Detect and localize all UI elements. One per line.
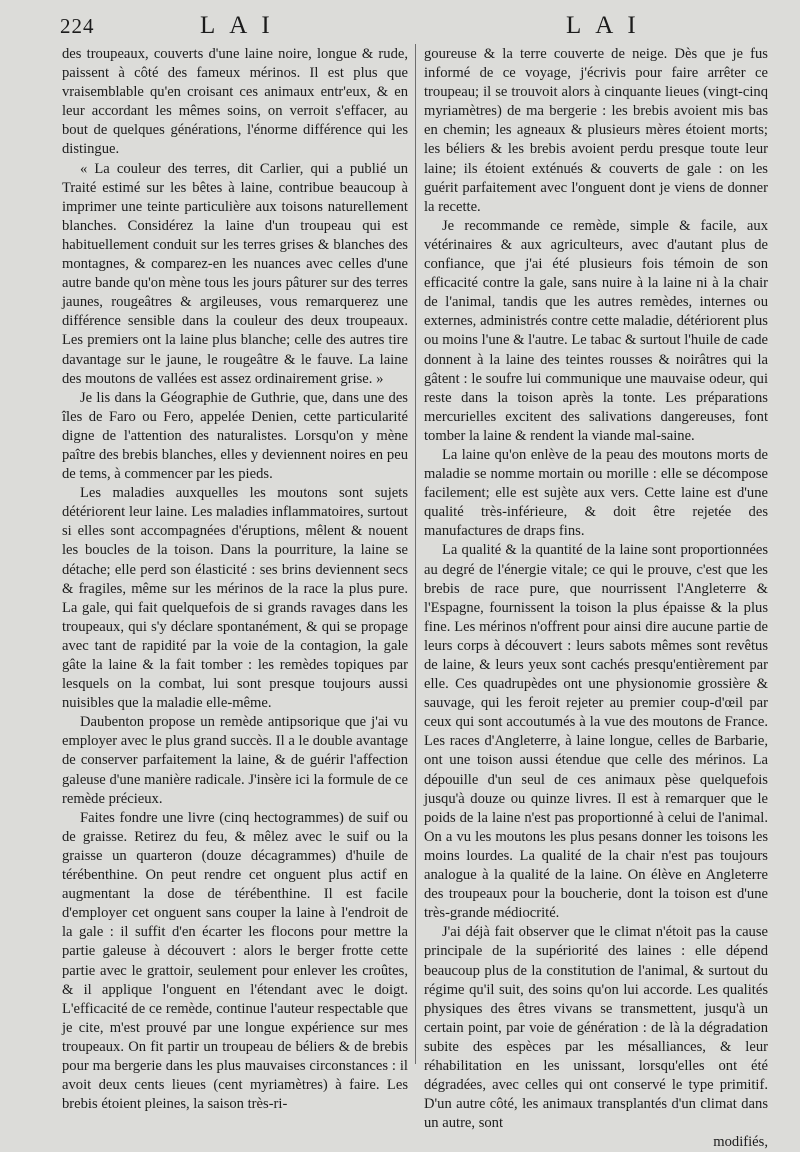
running-head-right: LAI (566, 12, 650, 39)
right-column (424, 45, 768, 1152)
page-header (0, 12, 800, 44)
paragraph: Daubenton propose un remède antipsorique que j'ai vu employer avec le plus grand succès. Il a le double avantage de conserver parfaitement la laine, & de guérir l'affection galeuse d'une manière radicale. J'insère ici la formule de ce remède précieux. (62, 714, 408, 807)
paragraph: La laine qu'on enlève de la peau des moutons morts de maladie se nomme mortain ou morille : elle se décompose facilement; elle est sujète aux vers. Cette laine est d'une qualité très-inférieure, & doit être rejetée des manufactures de draps fins. (424, 446, 768, 540)
paragraph: J'ai déjà fait observer que le climat n'étoit pas la cause principale de la supériorité des laines : elle dépend beaucoup plus de la constitution de l'animal, & surtout du régime qu'il suit, des soins qu'on lui accorde. Les qualités physiques des êtres vivans se transmettent, jusqu'à un certain point, par voie de génération : de là la dégradation subite des espèces par les mésalliances, & leur réhabilitation en les unissant, lorsqu'elles ont été dégradées, avec celles qui ont conservé le type primitif. D'un autre côté, les animaux transplantés d'un climat dans un autre, sont (424, 924, 768, 1132)
column-divider (415, 44, 416, 1064)
page-number: 224 (60, 14, 95, 38)
paragraph: Les maladies auxquelles les moutons sont sujets détériorent leur laine. Les maladies inflammatoires, surtout si elles sont accompagnées d'éruptions, mêlent & nouent les boucles de la toison. Dans la pourriture, la laine se détache; elle perd son élasticité : ses brins deviennent secs & fragiles, même sur les mérinos de la race la plus pure. La gale, qui fait quelquefois de si grands ravages dans les troupeaux, qui s'y déclare spontanément, & qui se propage avec tant de rapidité par la voie de la contagion, la gale gâte la laine & la fait tomber : les remèdes topiques par lesquels on la combat, lui sont presque toujours aussi nuisibles que la maladie elle-même. (62, 485, 408, 712)
paragraph: Je lis dans la Géographie de Guthrie, que, dans une des îles de Faro ou Fero, appelée Denien, cette particularité digne de l'attention des naturalistes. Lorsqu'on y mène paître des brebis blanches, elles y deviennent noires en peu de tems, à commencer par les pieds. (62, 389, 408, 483)
left-column (62, 45, 408, 1114)
running-head-left: LAI (200, 12, 284, 39)
paragraph: goureuse & la terre couverte de neige. Dès que je fus informé de ce voyage, j'écrivis pour faire arrêter ce troupeau; il se trouvoit alors à cinquante lieues (vingt-cinq myriamètres) de ma bergerie : les brebis avoient mis bas en chemin; les agneaux & plusieurs mères étoient morts; les béliers & les brebis avoient perdu presque toute leur laine; ils étoient exténués & couverts de gale : on les guérit parfaitement avec l'onguent dont je viens de donner la recette. (424, 46, 768, 215)
catchword: modifiés, (713, 1134, 768, 1151)
paragraph: La qualité & la quantité de la laine sont proportionnées au degré de l'énergie vitale; ce qui le prouve, c'est que les brebis de race pure, que nourrissent l'Angleterre & l'Espagne, fournissent la toison la plus épaisse & la plus fine. Les mérinos n'offrent pour ainsi dire aucune partie de leurs corps à découvert : leurs sabots mêmes sont revêtus de laine, & leurs yeux sont cachés presqu'entièrement par elle. Ces quadrupèdes ont une physionomie grossière & sauvage, qui les feroit rejeter au premier coup-d'œil par ceux qui sont accoutumés à la vue des moutons de France. Les races d'Angleterre, à laine longue, celles de Barbarie, ont une toison aussi étendue que celle des mérinos. La dépouille d'un seul de ces animaux pèse quelquefois jusqu'à douze ou quinze livres. Il est à remarquer que le poids de la laine n'est pas proportionné à celui de l'animal. On a vu les moutons les plus pesans donner les toisons les moins lourdes. La qualité de la chair n'est pas toujours analogue à la qualité de la laine. On élève en Angleterre des troupeaux pour la boucherie, dont la toison est d'une très-grande médiocrité. (424, 542, 768, 922)
paragraph: Je recommande ce remède, simple & facile, aux vétérinaires & aux agriculteurs, avec d'autant plus de confiance, que j'ai été plusieurs fois témoin de son efficacité contre la gale, sans nuire à la laine ni à la chair de l'animal, tandis que les autres remèdes, internes ou externes, administrés contre cette maladie, détériorent plus ou moins l'une & l'autre. Le tabac & surtout l'huile de cade donnent à la laine des teintes rousses & noirâtres qui la gâtent : le soufre lui communique une mauvaise odeur, qui reste dans la toison après la tonte. Les préparations mercurielles excitent des salivations dangereuses, font tomber la laine & rendent la viande mal-saine. (424, 217, 768, 444)
paragraph: Faites fondre une livre (cinq hectogrammes) de suif ou de graisse. Retirez du feu, & mêlez avec le suif ou la graisse un quarteron (douze décagrammes) d'huile de térébenthine. On peut rendre cet onguent plus actif en augmentant la dose de térébenthine. Il est facile d'employer cet onguent sans couper la laine à l'endroit de la gale : il suffit d'en écarter les flocons pour mettre la partie galeuse à découvert : alors le berger frotte cette partie avec le grattoir, seulement pour enlever les croûtes, & il applique l'onguent en l'étendant avec le doigt. L'efficacité de ce remède, continue l'auteur respectable que je cite, m'est prouvé par une longue expérience sur mes troupeaux. On fit partir un troupeau de béliers & de brebis pour ma bergerie dans les plus mauvaises circonstances : il avoit deux cents lieues (cent myriamètres) à faire. Les brebis étoient pleines, la saison très-ri- (62, 809, 408, 1113)
paragraph: « La couleur des terres, dit Carlier, qui a publié un Traité estimé sur les bêtes à laine, contribue beaucoup à imprimer une teinte particulière aux toisons naturellement blanches. Considérez la laine d'un troupeau qui est habituellement conduit sur les terres grises & blanches des montagnes, & comparez-en les nuances avec celles d'une autre bande qu'on mène tous les jours pâturer sur des terres jaunes, rougeâtres & argileuses, vous remarquerez une différence sensible dans la couleur des deux troupeaux. Les premiers ont la laine plus blanche; celle des autres tire davantage sur le jaune, le rougeâtre & le fauve. La laine des moutons de vallées est assez ordinairement grise. » (62, 160, 408, 387)
paragraph: des troupeaux, couverts d'une laine noire, longue & rude, paissent à côté des fameux mérinos. Il est plus que vraisemblable qu'en croisant ces animaux entr'eux, & en leur accordant les mêmes soins, on verroit s'effacer, au bout de quelques générations, l'énorme différence qui les distingue. (62, 46, 408, 158)
